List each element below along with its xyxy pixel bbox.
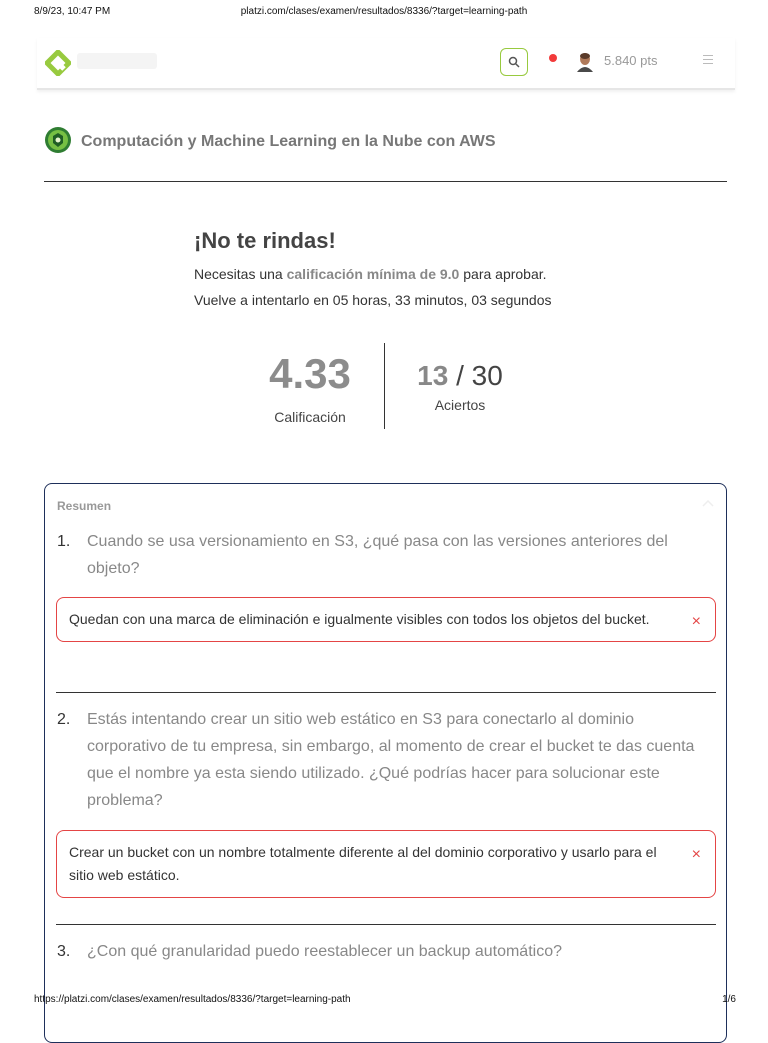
logo-wordmark — [77, 53, 157, 69]
retry-countdown: Vuelve a intentarlo en 05 horas, 33 minutos, 03 segundos — [194, 292, 552, 308]
incorrect-x-icon: × — [691, 613, 701, 630]
notification-dot-icon[interactable] — [549, 54, 557, 62]
question-item — [57, 706, 717, 814]
question-number: 2. — [57, 711, 71, 728]
score-divider — [384, 343, 385, 429]
question-text: ¿Con qué granularidad puedo reestablecer un backup automático? — [87, 943, 562, 960]
course-title[interactable]: Computación y Machine Learning en la Nube con AWS — [81, 133, 496, 150]
search-button[interactable] — [500, 48, 528, 76]
course-badge-icon — [44, 126, 72, 154]
print-page-number: 1/6 — [722, 994, 736, 1005]
question-divider — [56, 924, 716, 925]
answer-text: Crear un bucket con un nombre totalmente diferente al del dominio corporativo y usarlo para el sitio web estático. — [69, 844, 657, 883]
top-navbar — [37, 38, 735, 90]
print-footer-url: https://platzi.com/clases/examen/resultados/8336/?target=learning-path — [34, 994, 351, 1005]
answer-text: Quedan con una marca de eliminación e igualmente visibles con todos los objetos del bucket. — [69, 611, 650, 627]
result-headline: ¡No te rindas! — [194, 228, 336, 253]
question-text: Cuando se usa versionamiento en S3, ¿qué pasa con las versiones anteriores del objeto? — [87, 533, 668, 577]
question-divider — [56, 692, 716, 693]
print-url: platzi.com/clases/examen/resultados/8336/?target=learning-path — [240, 6, 528, 17]
hits-value: 13 / 30 — [417, 360, 503, 391]
print-datetime: 8/9/23, 10:47 PM — [34, 6, 111, 17]
min-score-emphasis: calificación mínima de 9.0 — [286, 266, 460, 282]
score-value: 4.33 — [269, 350, 351, 397]
points-counter[interactable]: 5.840 pts — [604, 53, 658, 68]
search-icon — [508, 56, 520, 68]
score-label: Calificación — [274, 409, 346, 425]
summary-title: Resumen — [57, 499, 112, 513]
question-number: 3. — [57, 943, 71, 960]
hits-label: Aciertos — [434, 397, 486, 413]
chevron-up-icon[interactable] — [702, 498, 714, 510]
platzi-logo-icon[interactable] — [45, 50, 71, 76]
question-number: 1. — [57, 533, 71, 550]
answer-incorrect — [56, 830, 716, 898]
question-text: Estás intentando crear un sitio web estático en S3 para conectarlo al dominio corporativo de tu empresa, sin embargo, al momento de crear el bucket te das cuenta que el nombre ya esta siendo utilizado. ¿Qué podrías hacer para solucionar este problema? — [87, 711, 695, 809]
avatar[interactable] — [576, 52, 594, 72]
incorrect-x-icon: × — [691, 846, 701, 863]
divider — [44, 181, 727, 182]
answer-incorrect — [56, 597, 716, 642]
question-item — [57, 938, 717, 965]
min-score-message: Necesitas una calificación mínima de 9.0 para aprobar. — [194, 266, 547, 282]
menu-icon[interactable] — [703, 55, 713, 67]
question-item — [57, 528, 717, 582]
summary-panel — [44, 483, 727, 1043]
